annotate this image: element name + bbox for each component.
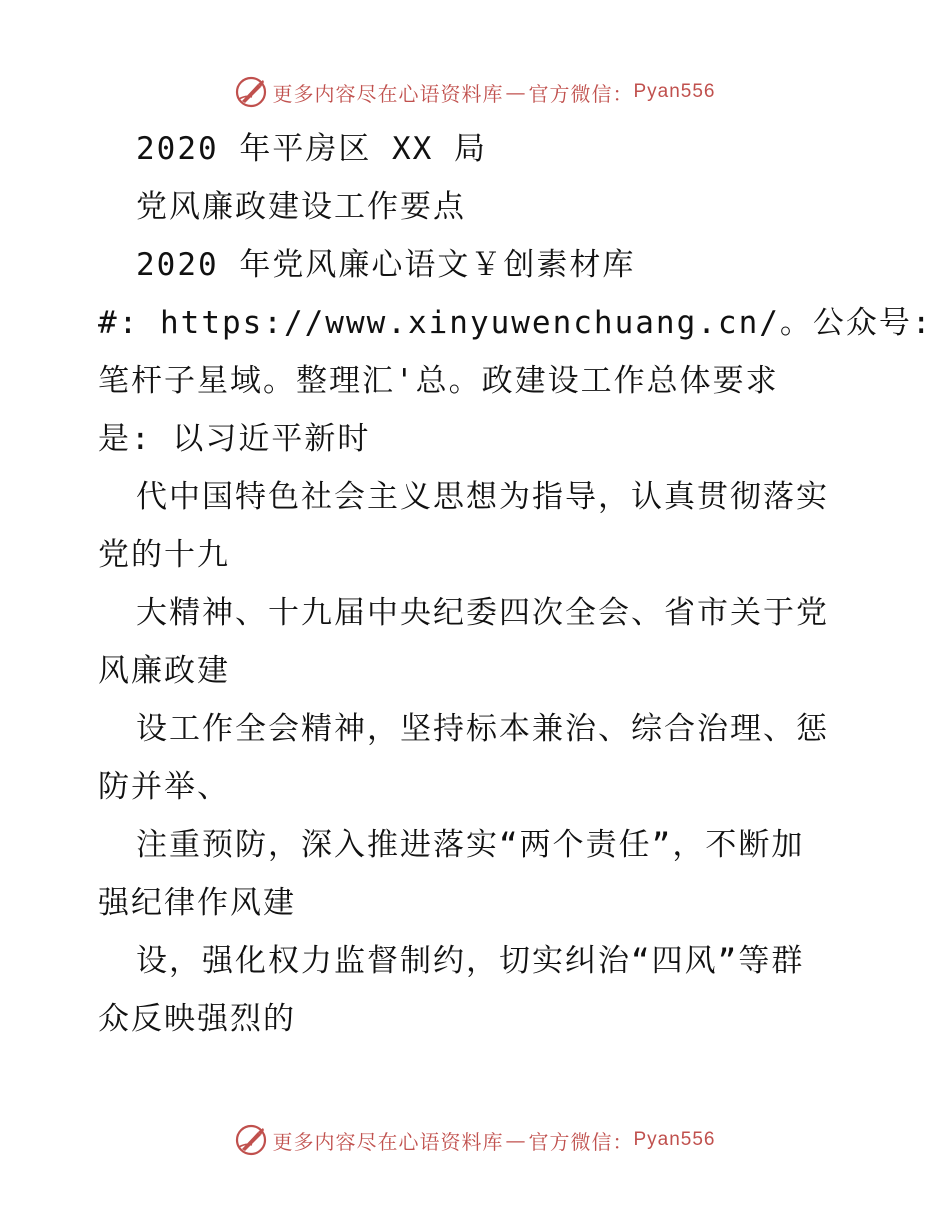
doc-line: 是: 以习近平新时 [98,421,371,457]
footer-wechat-label: 官方微信： [528,1129,634,1154]
header-banner [0,72,950,112]
doc-line: 众反映强烈的 [98,1001,296,1037]
doc-line: 大精神、十九届中央纪委四次全会、省市关于党 [136,595,829,631]
quill-logo-icon [234,1123,268,1157]
doc-line: 2020 年平房区 XX 局 [136,131,487,167]
doc-line: 设工作全会精神，坚持标本兼治、综合治理、惩 [136,711,829,747]
footer-dash: — [505,1128,527,1152]
header-dash: — [505,80,527,104]
document-body [98,120,933,1048]
footer-site-text: 更多内容尽在心语资料库 [272,1129,504,1154]
doc-line: 风廉政建 [98,653,230,689]
doc-line: 防并举、 [98,769,230,805]
header-site-text: 更多内容尽在心语资料库 [272,81,504,106]
header-wechat-label: 官方微信： [528,81,634,106]
doc-line: #: https://www.xinyuwenchuang.cn/。公众号: [98,305,933,341]
doc-line: 代中国特色社会主义思想为指导，认真贯彻落实 [136,479,829,515]
doc-line: 笔杆子星域。整理汇'总。政建设工作总体要求 [98,363,779,399]
doc-line: 强纪律作风建 [98,885,296,921]
doc-line: 党的十九 [98,537,230,573]
quill-logo-icon [234,75,268,109]
footer-banner [0,1120,950,1160]
footer-wechat-id: Pyan556 [633,1129,716,1150]
header-wechat-id: Pyan556 [633,81,716,102]
doc-line: 2020 年党风廉心语文￥创素材库 [136,247,636,283]
doc-line: 党风廉政建设工作要点 [136,189,466,225]
doc-line: 设，强化权力监督制约，切实纠治“四风”等群 [136,943,805,979]
doc-line: 注重预防，深入推进落实“两个责任”，不断加 [136,827,805,863]
